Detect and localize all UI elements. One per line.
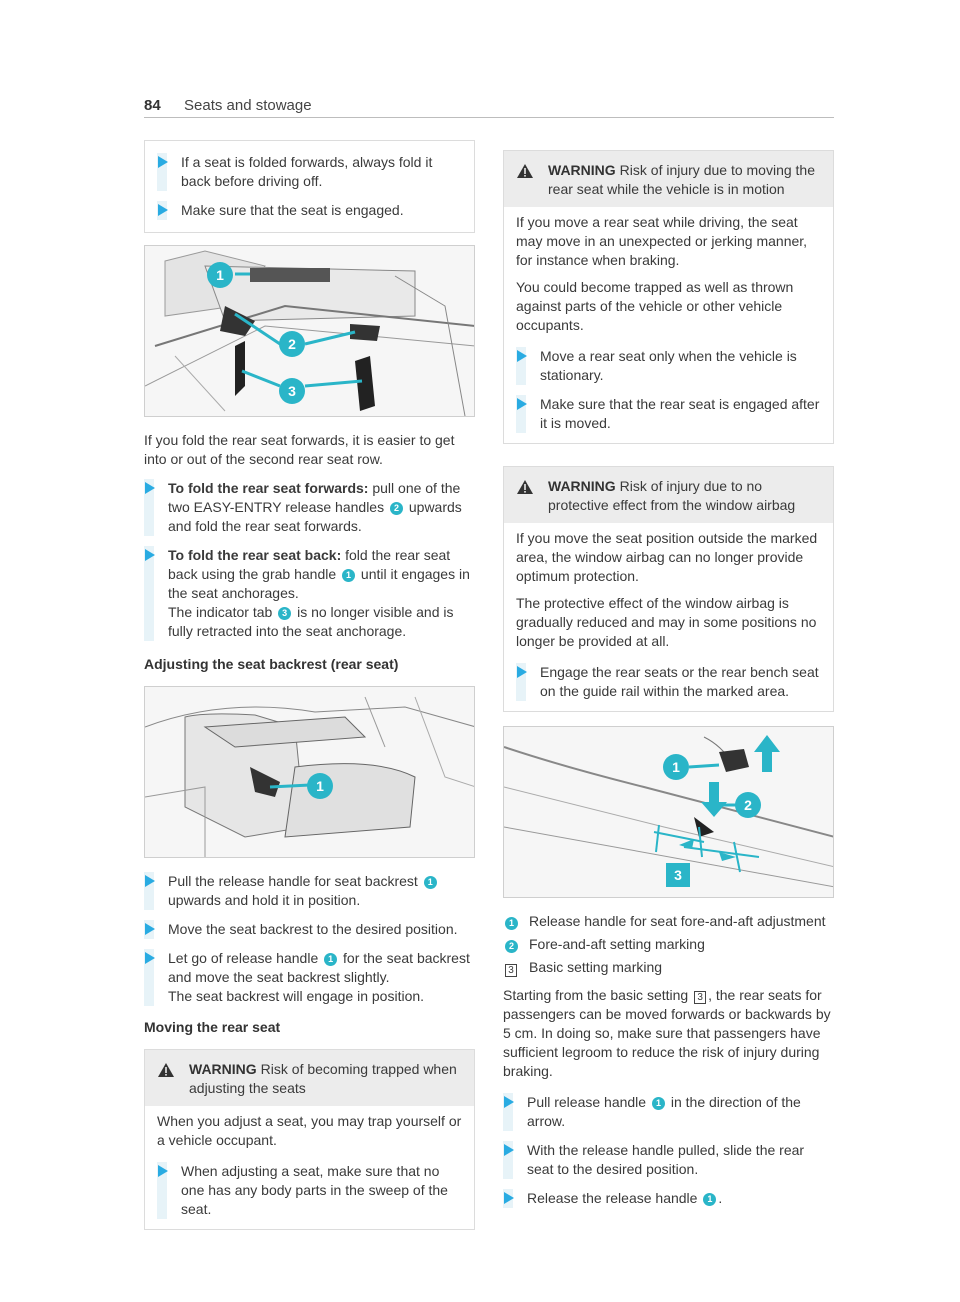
callout-1: 1 [703,1193,716,1206]
legend-item: 2 Fore-and-aft setting marking [503,935,834,955]
left-column [144,140,475,1230]
arrow-icon [158,204,168,216]
arrow-icon [145,482,155,494]
warning-trapped-box: WARNING Risk of becoming trapped when adjusting the seats When you adjust a seat, you may trap yourself or a vehicle occupant. When adjusting a seat, make sure that no one has any body parts in the sweep of the seat. [144,1049,475,1230]
callout-1 [307,773,333,799]
callout-3 [279,378,305,404]
step-item: Move the seat backrest to the desired position. [144,920,475,939]
legend-item: 1 Release handle for seat fore-and-aft adjustment [503,912,834,932]
warning-triangle-icon [516,479,534,495]
section-title-backrest: Adjusting the seat backrest (rear seat) [144,656,399,672]
page-header [144,96,834,118]
arrow-icon [504,1144,514,1156]
page-number: 84 [144,97,161,114]
step-item: Pull the release handle for seat backrest 1 upwards and hold it in position. [144,872,475,910]
backrest-figure [144,686,475,858]
step-item: Pull release handle 1 in the direction of the arrow. [503,1093,834,1131]
page-title: Seats and stowage [184,97,312,114]
step-item: Let go of release handle 1 for the seat backrest and move the seat backrest slightly. The seat backrest will engage in position. [144,949,475,1006]
step-item: If a seat is folded forwards, always fold it back before driving off. [157,153,462,191]
callout-1: 1 [652,1097,665,1110]
warning-airbag-box: WARNING Risk of injury due to no protective effect from the window airbag If you move the seat position outside the marked area, the window airbag can no longer provide optimum protection. The protective effect of the window airbag is gradually reduced and may in some positions no longer be provided at all. Engage the rear seats or the rear bench seat on the guide rail within the marked area. [503,466,834,712]
warning-triangle-icon [516,163,534,179]
callout-1 [207,262,233,288]
arrow-icon [517,666,527,678]
callout-3: 3 [278,607,291,620]
svg-text:1: 1 [216,267,224,283]
arrow-icon [158,156,168,168]
callout-2 [279,331,305,357]
callout-1: 1 [424,876,437,889]
callout-2: 2 [390,502,403,515]
guide-rail-figure [503,726,834,898]
step-fold-back: To fold the rear seat back: fold the rear seat back using the grab handle 1 until it engages in the seat anchorages. The indicator tab 3 is no longer visible and is fully retracted into the seat anchorage. [144,546,475,641]
arrow-icon [517,398,527,410]
svg-text:3: 3 [674,867,682,883]
fold-intro: If you fold the rear seat forwards, it is easier to get into or out of the second rear seat row. [144,432,455,467]
callout-1 [663,754,689,780]
arrow-icon [504,1192,514,1204]
step-item: Make sure that the rear seat is engaged after it is moved. [516,395,821,433]
arrow-icon [145,952,155,964]
step-item: Engage the rear seats or the rear bench seat on the guide rail within the marked area. [516,663,821,701]
arrow-icon [504,1096,514,1108]
warning-motion-box: WARNING Risk of injury due to moving the rear seat while the vehicle is in motion If you move a rear seat while driving, the seat may move in an unexpected or jerking manner, for instance when braking. You could become trapped as well as thrown against parts of the vehicle or other vehicle occupants. Move a rear seat only when the vehicle is stationary. Make sure that the rear seat is engaged after it is moved. [503,150,834,444]
step-item: With the release handle pulled, slide the rear seat to the desired position. [503,1141,834,1179]
step-item: When adjusting a seat, make sure that no one has any body parts in the sweep of the seat. [157,1162,462,1219]
svg-text:2: 2 [288,336,296,352]
callout-2 [735,792,761,818]
right-column [503,150,834,1218]
svg-text:3: 3 [288,383,296,399]
arrow-icon [145,923,155,935]
svg-text:1: 1 [672,759,680,775]
callout-1: 1 [342,569,355,582]
seat-anchorage-figure [144,245,475,417]
legend-item: 3 Basic setting marking [503,958,834,978]
svg-text:2: 2 [744,797,752,813]
step-item: Release the release handle 1 . [503,1189,834,1208]
callout-3 [666,863,690,887]
svg-text:1: 1 [316,778,324,794]
arrow-icon [517,350,527,362]
step-item: Make sure that the seat is engaged. [157,201,462,220]
step-fold-forward: To fold the rear seat forwards: pull one of the two EASY-ENTRY release handles 2 upwards and fold the rear seat forwards. [144,479,475,536]
arrow-icon [145,875,155,887]
callout-1: 1 [324,953,337,966]
fold-reminder-box [144,140,475,233]
arrow-icon [158,1165,168,1177]
section-title-moving: Moving the rear seat [144,1019,281,1035]
step-item: Move a rear seat only when the vehicle is stationary. [516,347,821,385]
arrow-icon [145,549,155,561]
basic-setting-paragraph: Starting from the basic setting 3 , the rear seats for passengers can be moved forwards or backwards by 5 cm. In doing so, make sure that passengers have sufficient legroom to reduce the risk of injury during braking. [503,987,831,1079]
warning-triangle-icon [157,1062,175,1078]
figure-legend [503,912,834,978]
